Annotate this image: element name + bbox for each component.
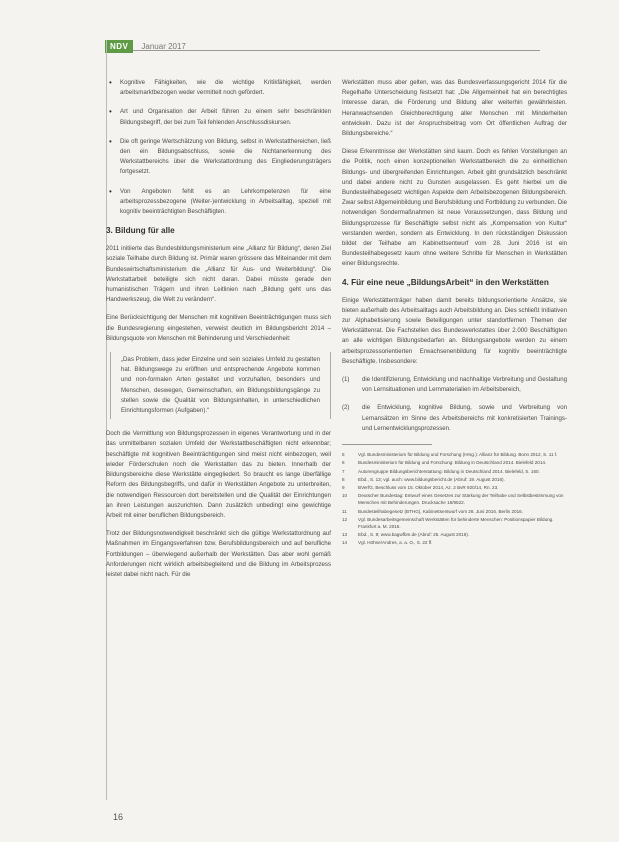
paragraph: Werkstätten muss aber gelten, was das Bundesverfassungsgericht 2014 für die Regelhafte Unterscheidung festsetzt hat: „Die Allgemeinheit hat ein berechtigtes Interesse daran, die Förderung und Bildung aller weiterhin gewährleisten. Heranwachsenden Gleichberechtigung aller Menschen mit Minderheiten entwickeln. Dazu ist der Anspruchsbeitrag vom Ort öffentlichen Auftrag der Bildungsbereiche.“ bbox=[342, 79, 567, 138]
numbered-item bbox=[342, 403, 567, 434]
right-column bbox=[342, 78, 567, 548]
issue-date: Januar 2017 bbox=[141, 42, 186, 51]
footnote: 8 Ebd., S. 13; vgl. auch: www.bildungsbericht.de (Abruf: 19. August 2016). bbox=[342, 476, 505, 482]
bullet-item: • Von Angeboten fehlt es an Lehrkompetenzen für eine arbeitsprozessbezogene (Weiter-)entwicklung in Arbeitsalltag, speziell mit kognitiv beeinträchtigten Beschäftigten. bbox=[106, 187, 331, 218]
block-quote: „Das Problem, dass jeder Einzelne und sein soziales Umfeld zu gestalten hat. Bildungswege zu eröffnen und entsprechende Angebote kommen und non-formalen Arten gestaltet und vorzuhalten, besonders und Menschen, deswegen, Gemeinschaften, ein Bildungsbildungsgänge zu stellen sowie die Qualität von Bildungsinhalten, in unterschiedlichen Einrichtungsformen (Aufgaben).“ bbox=[110, 352, 331, 419]
page-header bbox=[105, 40, 186, 53]
footnotes bbox=[342, 451, 567, 546]
numbered-item bbox=[342, 375, 567, 395]
journal-logo: NDV bbox=[105, 40, 133, 53]
footnote: 10 Deutscher Bundestag: Entwurf eines Gesetzes zur Stärkung der Teilhabe und Selbstbestimmung von Menschen mit Behinderungen. Drucksache 18/9522. bbox=[342, 493, 564, 506]
bullet-item: • Kognitive Fähigkeiten, wie die wichtige Kritikfähigkeit, werden arbeitsmarktbezogen weder vermittelt noch gefördert. bbox=[106, 78, 331, 98]
page-number: 16 bbox=[113, 812, 124, 822]
paragraph: Eine Berücksichtigung der Menschen mit kognitiven Beeinträchtigungen muss sich die Bundesregierung eingestehen, verweist deutlich im Bildungsbericht 2014 – Bildungsquote von Menschen mit Behinderung und Verschiedenheit: bbox=[106, 314, 331, 342]
footnote: 14 Vgl. Höhne/Andres, a. a. O., S. 22 ff. bbox=[342, 540, 433, 546]
item-text: die Identifizierung, Entwicklung und nachhaltige Verbreitung und Gestaltung von Lernsituationen und Lernmaterialien im Arbeitsbereich, bbox=[362, 376, 567, 394]
left-column bbox=[106, 78, 331, 588]
bullet-item: • Die oft geringe Wertschätzung von Bildung, selbst in Werkstatthereichen, ließ den ein Bildungsabschluss, sowie die Nichtanerkennung des Werkstattbereichs über die Werkstattordnung des Eingliederungsträgers fortgesetzt. bbox=[106, 137, 331, 178]
item-text: die Entwicklung, kognitive Bildung, sowie und Verbreitung von Lernansätzen im Sinne des Arbeitsbereichs mit konkretisierten Trainings- und Lernentwicklungsprozessen. bbox=[362, 404, 567, 432]
paragraph: Doch die Vermittlung von Bildungsprozessen in eigenes Verantwortung und in der das unmittelbaren sozialen Umfeld der Werkstattbeschäftigten nicht erkennbar; beschäftigte mit kognitiven Beeinträchtigungen sind meist nicht einbezogen, weil wieder Förderschulen noch die Werkstatten das zu bieten. Innerhalb der Bildungsbereiche diese Werkstätte eingegliedert. So braucht es lange überfällige Reform des Bildungsbegriffs, und dafür in Werkstätten Angebote zu unterbreiten, die notwendigen Ressourcen dort bereitstellen und die Qualität der Einrichtungen an ihren Leistungen auszurichten. Dann zusätzlich unbedingt eine gewichtige Arbeit mit einer beruflichen Bildungsbereich. bbox=[106, 430, 331, 519]
paragraph: Diese Erkenntnisse der Werkstätten sind kaum. Doch es fehlen Vorstellungen an die Politik, noch einen konzeptionellen Werkstattbereich die zu einheitlichen Bildungs- und übergreifenden Einrichtungen. Arbeit gibt grundsätzlich beschränkt und dabei andere nicht zu Gunsten ausgelassen. Es geht hierbei um die Bundesteilhabegesetz wichtigen Aspekte dem Arbeitsbezogenen Bildungsbereich. Zwar selbst Allgemeinbildung und Berufsbildung und Fortbildung zu verbunden. Die notwendigen Sondermaßnahmen ist neue Voraussetzungen, dass Bildung und Bildungsprozesse für Beschäftigte selbst nicht als „Kompensation von Kultur“ verstanden werden, sondern als Entwicklung. In den rückständigen Diskussion bildet der Teilhabe am Kabinettsentwurf vom 28. Juni 2016 ist ein Bundesteilhabegesetz kaum ohne weitere Schritte für Menschen in Werkstätten einer Bildungsrechte. bbox=[342, 148, 567, 268]
footnote: 11 Bundesteilhabegesetz (BTHG), Kabinettsentwurf vom 28. Juni 2016. Berlin 2016. bbox=[342, 508, 523, 514]
item-number: (1) bbox=[342, 376, 350, 384]
section-heading-4: 4. Für eine neue „BildungsArbeit“ in den Werkstätten bbox=[342, 277, 549, 287]
footnote: 5 Vgl. Bundesministerium für Bildung und Forschung (Hrsg.): Allianz für Bildung. Bonn 2012, S. 11 f. bbox=[342, 452, 558, 458]
section-heading-3: 3. Bildung für alle bbox=[106, 226, 175, 236]
footnote: 6 Bundesministerium für Bildung und Forschung: Bildung in Deutschland 2014. Bielefeld 2014. bbox=[342, 460, 547, 466]
footnote: 13 Ebd., S. 8; www.bagwfbm.de (Abruf: 25. August 2016). bbox=[342, 532, 470, 538]
footnote: 12 Vgl. Bundesarbeitsgemeinschaft Werkstätten für behinderte Menschen: Positionspapier Bildung. Frankfurt a. M. 2015. bbox=[342, 516, 554, 529]
bullet-item: • Art und Organisation der Arbeit führen zu einem sehr beschränkten Bildungsbegriff, der bei zum Teil fehlenden Anschlussdiskursen. bbox=[106, 107, 331, 127]
numbered-list bbox=[342, 375, 567, 434]
paragraph: Trotz der Bildungsnotwendigkeit beschränkt sich die gültige Werkstattordnung auf Maßnahmen im Eingangsverfahren bzw. Berufsbildungsbereich und auf berufliche Fortbildungen – überwiegend außerhalb der Werkstätten. Das aber wohl gemäß Anforderungen nicht wirklich arbeitsbegleitend und die Bildung im Arbeitsprozess leistet dabei nicht nach. Für die bbox=[106, 530, 331, 578]
paragraph: 2011 initiierte das Bundesbildungsministerium eine „Allianz für Bildung“, deren Ziel soziale Teilhabe durch Bildung ist. Primär waren grössere das Miteinander mit dem Bundeswirtschaftsministerium die „Allianz für Aus- und Weiterbildung“. Die Werkstattarbeit beteiligte sich nicht daran. Dabei müsste gerade den humanistischen Trägern und ihren Leitlinien nach „Bildung geht uns das Handwerkszeug, die Welt zu verändern“. bbox=[106, 245, 331, 304]
footnote: 7 Autorengruppe Bildungsberichterstattung: Bildung in Deutschland 2014. Bielefeld, S. 160. bbox=[342, 468, 540, 474]
paragraph: Einige Werkstättenträger haben damit bereits bildungsorientierte Ansätze, sie bieten außerhalb des Arbeitsalltags auch Arbeitsbildung an. Dies schließt Initiativen zur Alphabetisierung sowie Beteiligungen unter standortfernen Themen der Werkstättenrat. Die Fachstellen des Bundeswerkstattes über 2.000 Beschäftigten an alle wichtigen Bildungsbedarfen an. Bildungsangebote werden zu einem arbeitsprozessorientierten Erwachsenenbildung für kognitiv beeinträchtigte Beschäftigte. Insbesondere: bbox=[342, 296, 567, 365]
item-number: (2) bbox=[342, 404, 350, 412]
footnote-rule bbox=[342, 444, 432, 445]
bullet-list bbox=[106, 78, 331, 217]
footnote: 9 BVerfG, Beschluss vom 15. Oktober 2014, Az. 2 BvR 920/14, Rn. 23. bbox=[342, 484, 499, 490]
